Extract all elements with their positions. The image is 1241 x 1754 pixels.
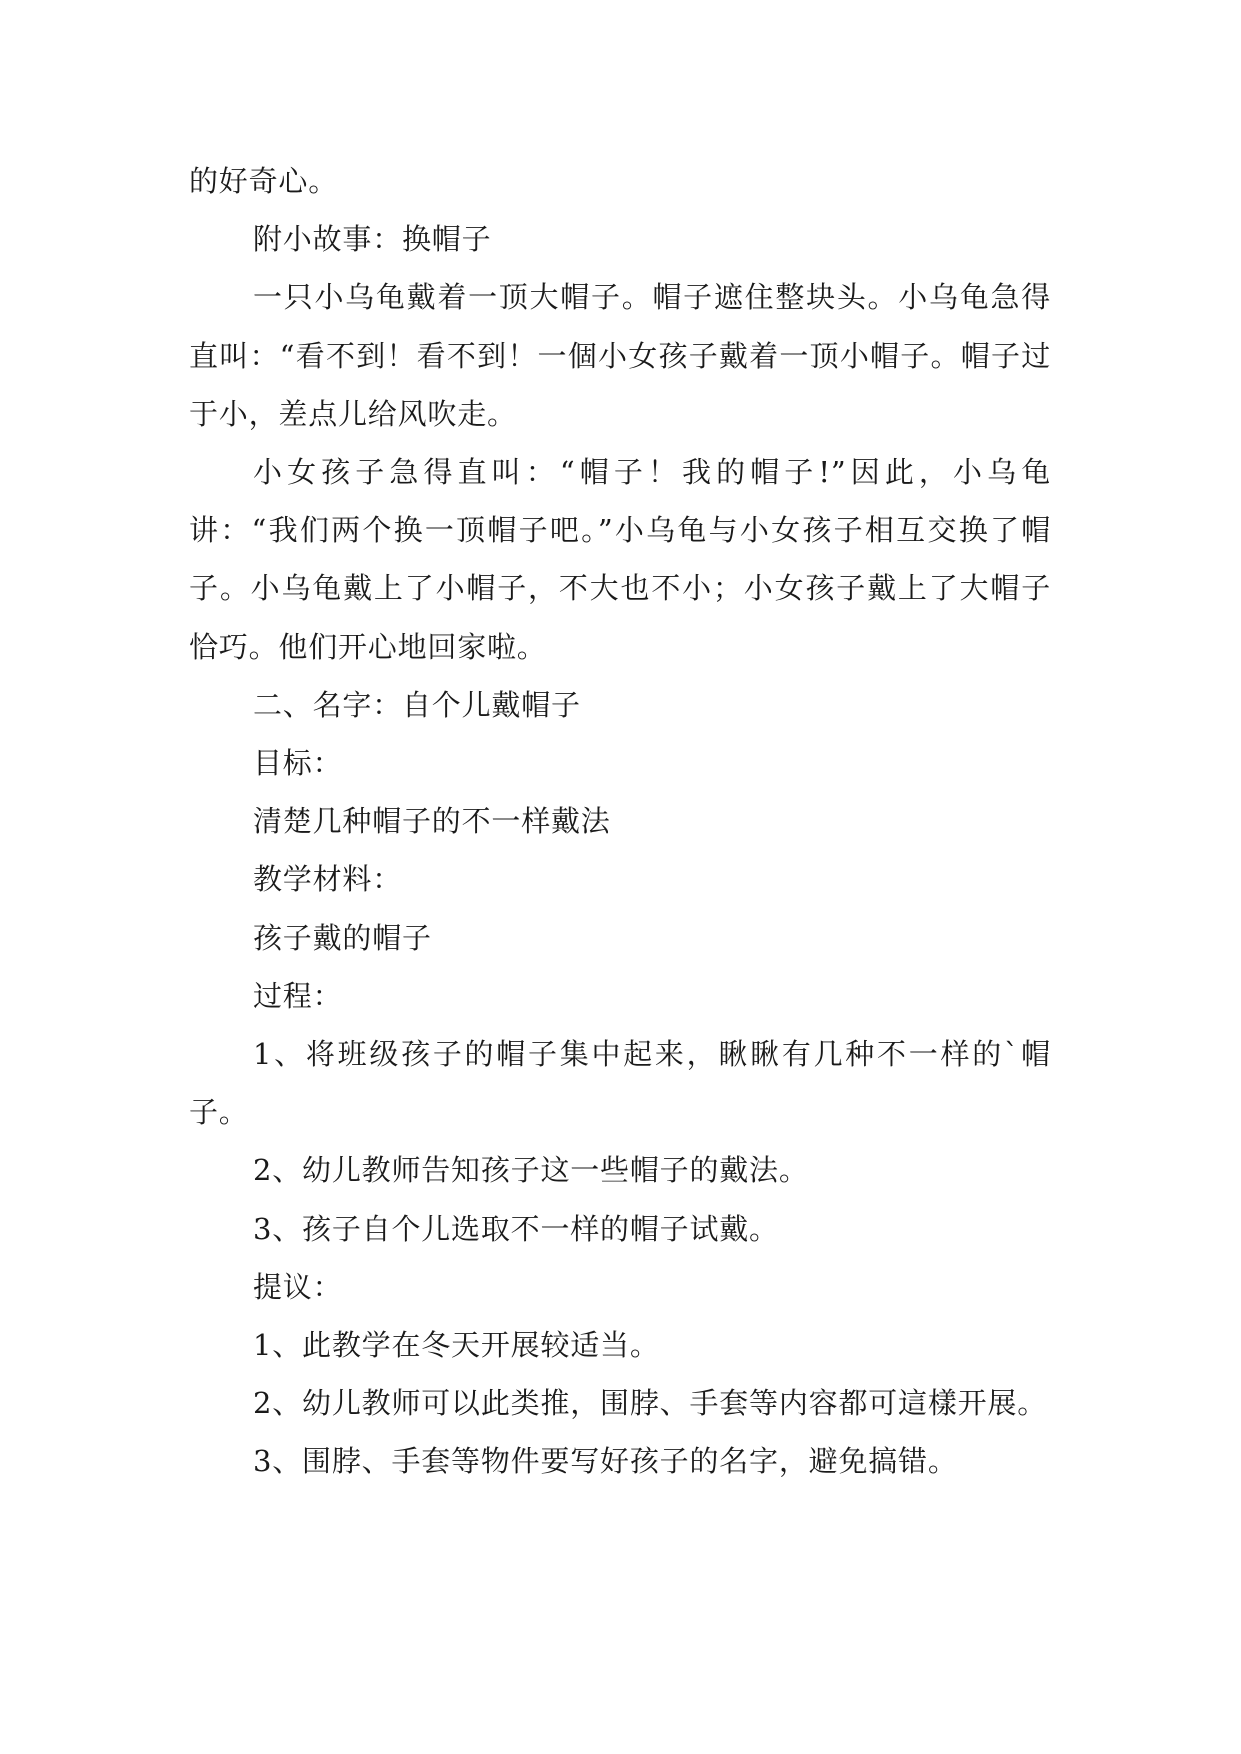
section-heading: 二、名字：自个儿戴帽子 [253,687,581,722]
suggestion-1: 1、此教学在冬天开展较适当。 [253,1328,660,1363]
paragraph-continuation: 的好奇心。 [189,164,339,198]
suggestion-2: 2、幼儿教师可以此类推，围脖、手套等内容都可這樣开展。 [253,1386,1048,1421]
process-label: 过程： [253,978,343,1013]
materials-label: 教学材料： [253,862,403,897]
story-paragraph-2: 小女孩子急得直叫：“帽子！我的帽子!”因此，小乌龟讲：“我们两个换一顶帽子吧。”小乌龟与小女孩子相互交换了帽子。小乌龟戴上了小帽子，不大也不小；小女孩子戴上了大帽子恰巧。他们开心地回家啦。 [189,455,1051,664]
process-step-2: 2、幼儿教师告知孩子这一些帽子的戴法。 [253,1153,809,1188]
story-paragraph-1: 一只小乌龟戴着一顶大帽子。帽子遮住整块头。小乌龟急得直叫：“看不到！看不到！一個小女孩子戴着一顶小帽子。帽子过于小，差点儿给风吹走。 [189,280,1051,431]
suggestion-3: 3、围脖、手套等物件要写好孩子的名字，避免搞错。 [253,1444,958,1479]
process-step-1: 1、将班级孩子的帽子集中起来，瞅瞅有几种不一样的`帽子。 [189,1037,1051,1130]
suggestion-label: 提议： [253,1269,343,1304]
goal-label: 目标： [253,746,343,781]
story-heading: 附小故事：换帽子 [253,222,492,257]
document-body [189,152,1051,1491]
materials-text: 孩子戴的帽子 [253,920,432,955]
process-step-3: 3、孩子自个儿选取不一样的帽子试戴。 [253,1211,779,1246]
goal-text: 清楚几种帽子的不一样戴法 [253,804,611,839]
